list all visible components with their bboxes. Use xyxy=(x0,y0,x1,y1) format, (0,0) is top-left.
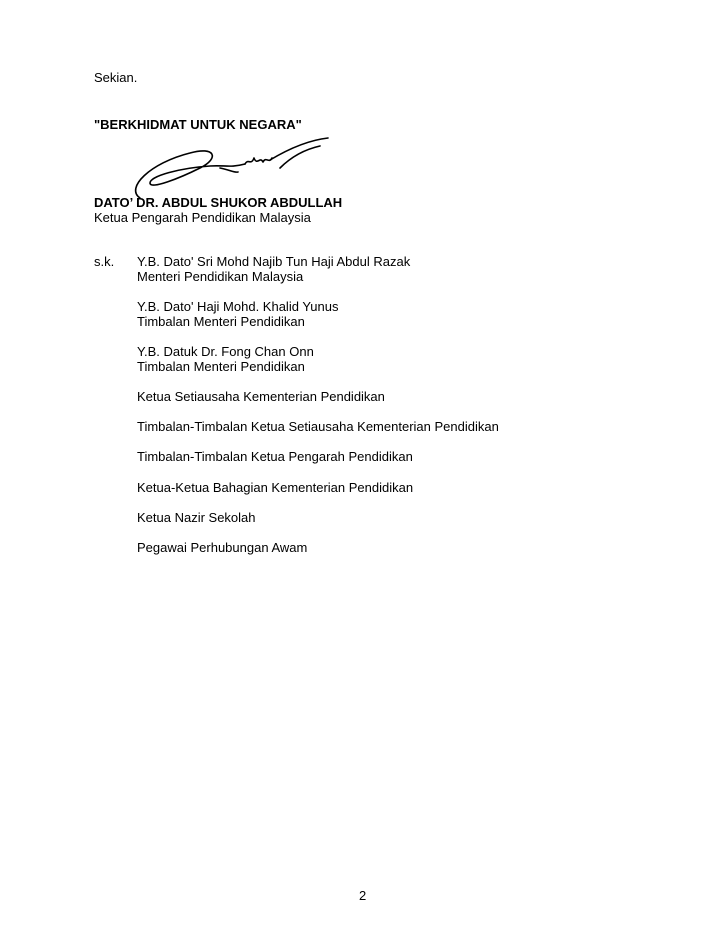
cc-recipient-line2: Timbalan Menteri Pendidikan xyxy=(137,314,305,329)
cc-recipient xyxy=(137,510,256,525)
cc-recipient xyxy=(137,389,385,404)
signatory-name: DATO’ DR. ABDUL SHUKOR ABDULLAH xyxy=(94,195,343,210)
cc-recipient-line1: Ketua Setiausaha Kementerian Pendidikan xyxy=(137,389,385,404)
cc-recipient xyxy=(137,299,338,329)
cc-recipient xyxy=(137,449,413,464)
cc-recipient-line1: Ketua Nazir Sekolah xyxy=(137,510,256,525)
cc-recipient-line2: Menteri Pendidikan Malaysia xyxy=(137,269,304,284)
cc-recipient xyxy=(137,254,410,284)
cc-recipient-line1: Pegawai Perhubungan Awam xyxy=(137,540,308,555)
cc-recipient xyxy=(137,480,413,495)
page-number: 2 xyxy=(359,888,367,903)
cc-recipient-line1: Timbalan-Timbalan Ketua Setiausaha Kementerian Pendidikan xyxy=(137,419,499,434)
closing-text: Sekian. xyxy=(94,70,138,85)
signatory-title: Ketua Pengarah Pendidikan Malaysia xyxy=(94,210,311,225)
cc-recipient-line1: Y.B. Dato' Haji Mohd. Khalid Yunus xyxy=(137,299,339,314)
cc-recipient-line1: Y.B. Dato' Sri Mohd Najib Tun Haji Abdul Razak xyxy=(137,254,411,269)
motto: "BERKHIDMAT UNTUK NEGARA" xyxy=(94,117,302,132)
cc-recipient-line1: Ketua-Ketua Bahagian Kementerian Pendidikan xyxy=(137,480,414,495)
cc-label: s.k. xyxy=(94,254,115,269)
cc-recipient-line1: Y.B. Datuk Dr. Fong Chan Onn xyxy=(137,344,314,359)
cc-recipient-line1: Timbalan-Timbalan Ketua Pengarah Pendidikan xyxy=(137,449,413,464)
cc-recipient xyxy=(137,540,307,555)
cc-recipient-line2: Timbalan Menteri Pendidikan xyxy=(137,359,305,374)
cc-recipient xyxy=(137,344,314,374)
cc-recipient xyxy=(137,419,499,434)
